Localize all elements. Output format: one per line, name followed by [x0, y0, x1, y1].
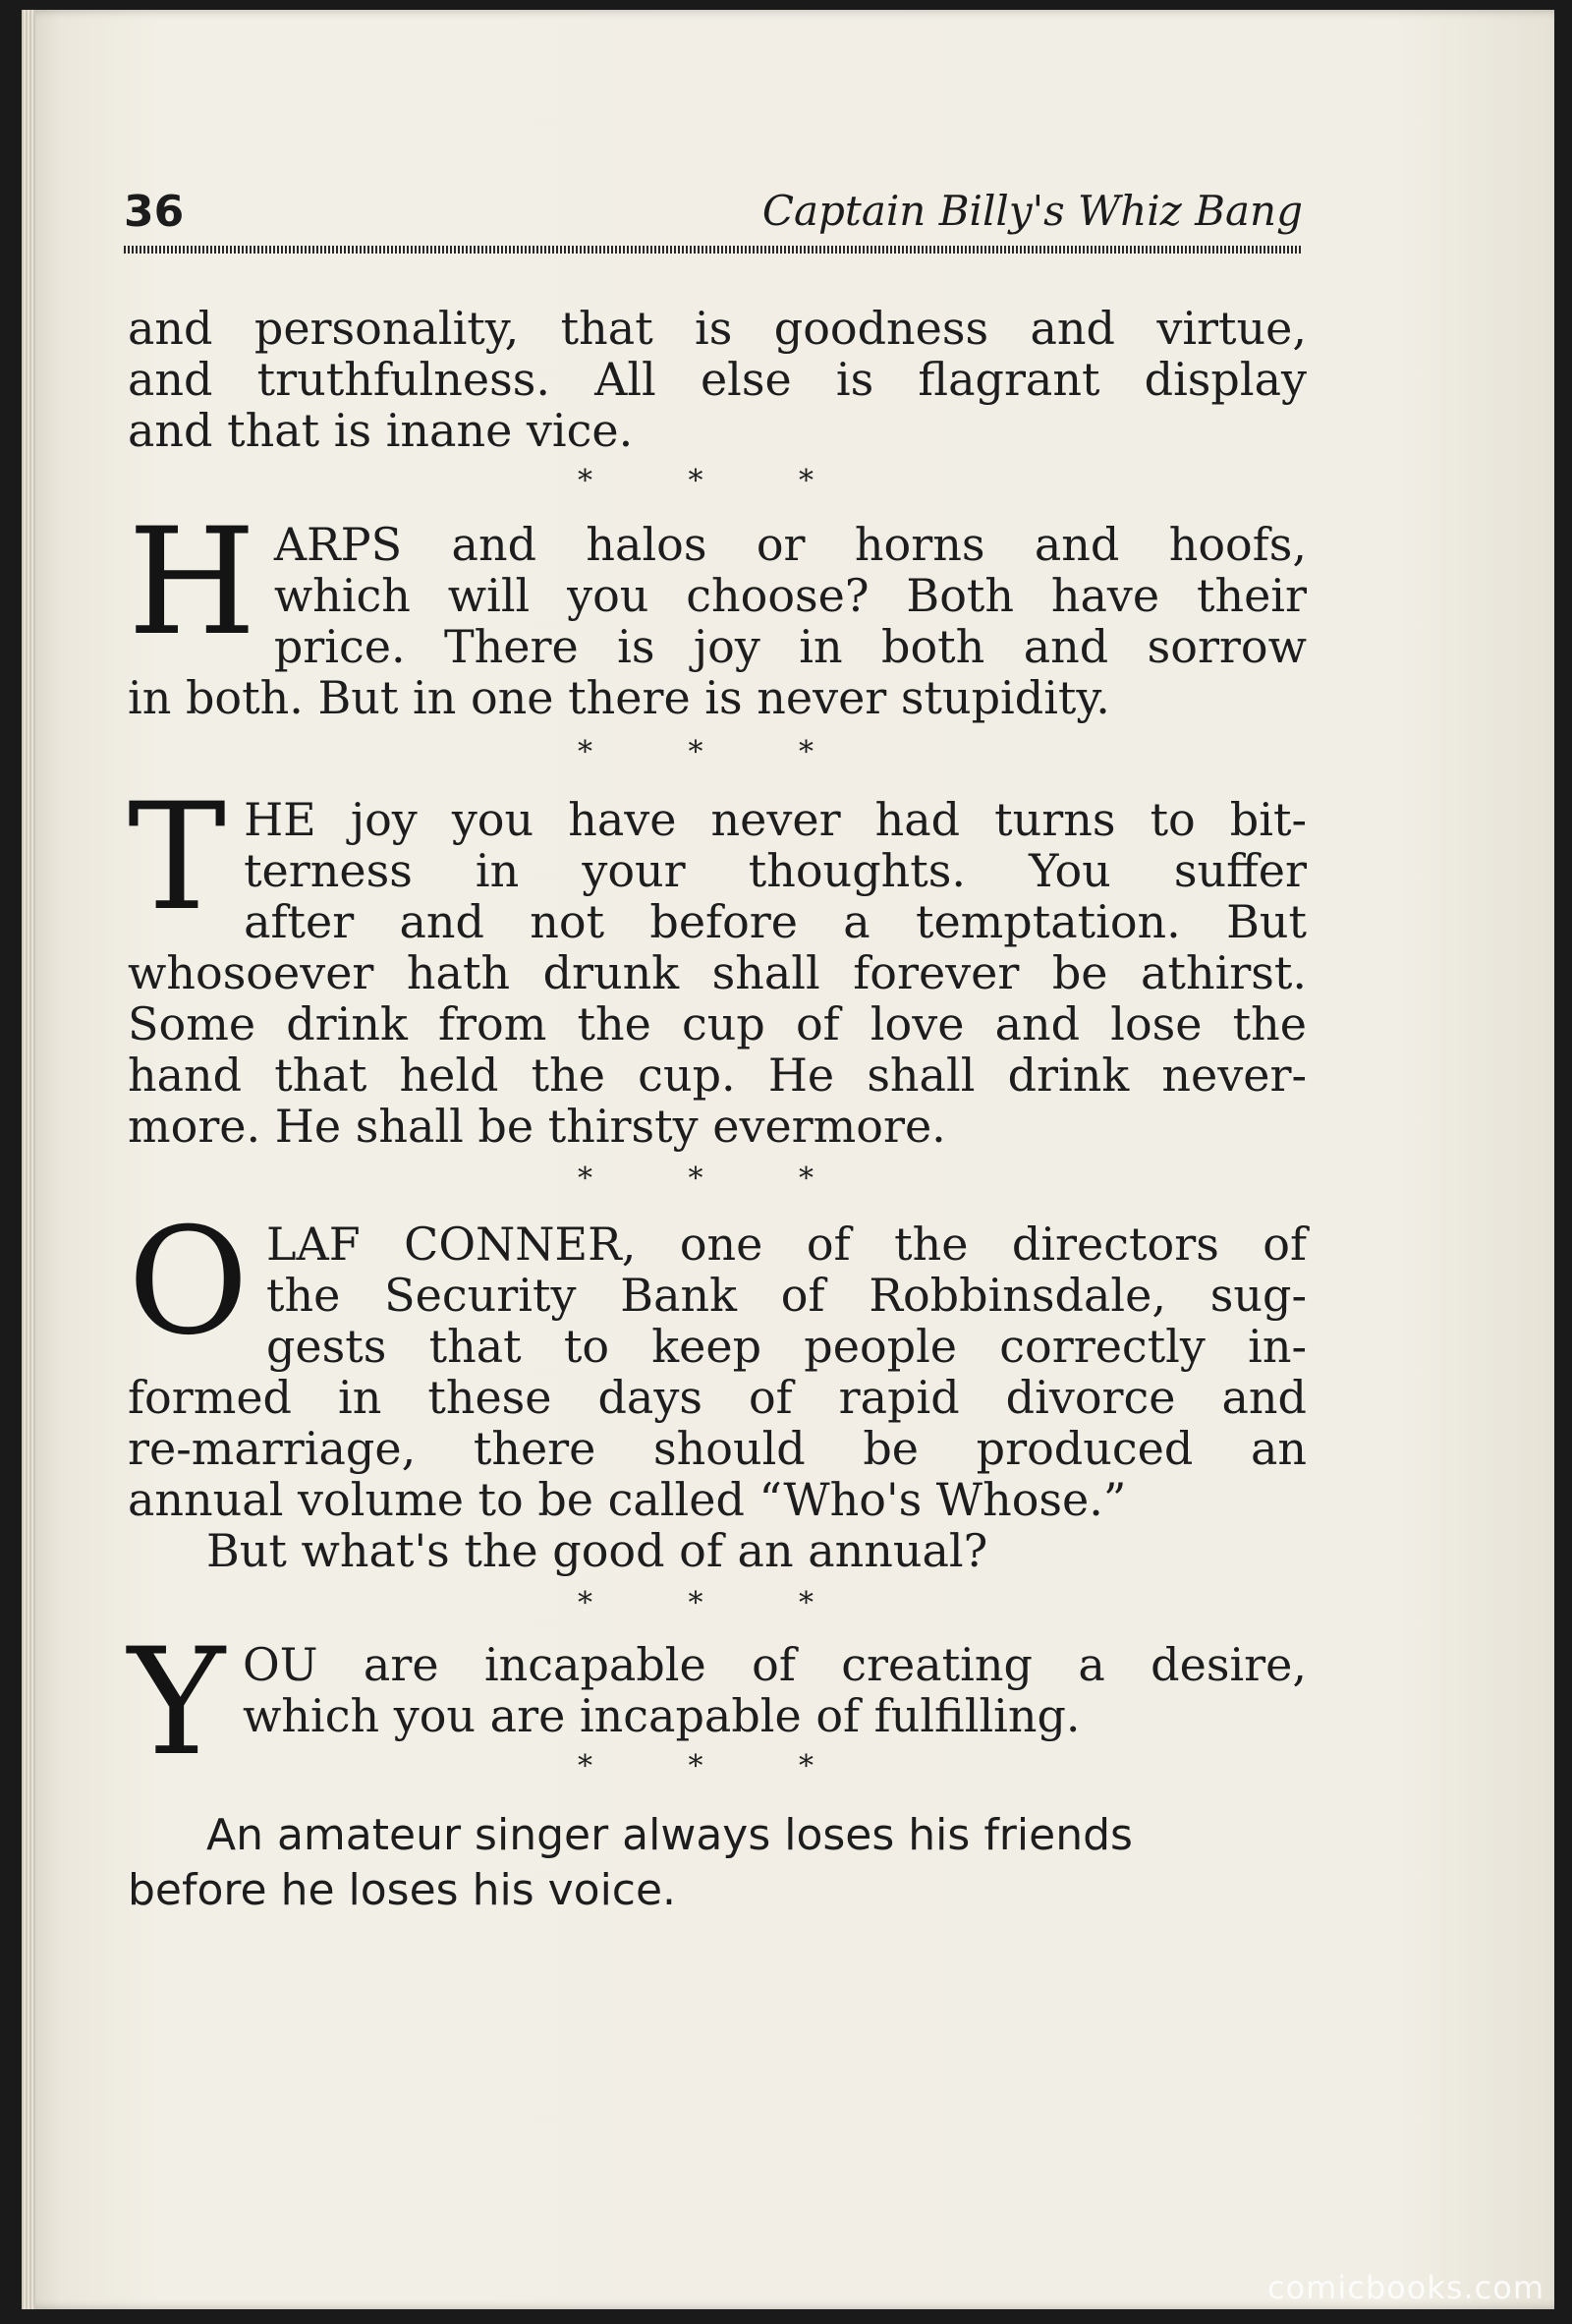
text-line: LAF CONNER, one of the directors of	[265, 1218, 1307, 1271]
intro-paragraph	[128, 303, 1307, 456]
text-line: price. There is joy in both and sorrow	[273, 620, 1307, 673]
text-line: whosoever hath drunk shall forever be athirst.	[128, 946, 1307, 999]
text-line: re-marriage, there should be produced an	[128, 1422, 1307, 1475]
text-line: and that is inane vice.	[128, 404, 634, 457]
text-line: ARPS and halos or horns and hoofs,	[273, 518, 1307, 571]
text-line: and personality, that is goodness and virtue,	[128, 302, 1307, 355]
page-edge	[22, 10, 35, 2309]
header-rule	[124, 246, 1303, 254]
text-line: annual volume to be called “Who's Whose.”	[128, 1473, 1127, 1526]
section-separator: * * *	[577, 1586, 858, 1620]
text-line: Some drink from the cup of love and lose the	[128, 997, 1307, 1050]
joy-paragraph	[128, 772, 1307, 1153]
running-title: Captain Billy's Whiz Bang	[761, 187, 1303, 235]
section-separator: * * *	[577, 735, 858, 769]
text-line: the Security Bank of Robbinsdale, sug-	[265, 1269, 1307, 1322]
text-line: An amateur singer always loses his friends	[206, 1810, 1133, 1860]
text-line: HE joy you have never had turns to bit-	[244, 793, 1307, 846]
text-line: hand that held the cup. He shall drink never-	[128, 1049, 1307, 1102]
text-line: and truthfulness. All else is flagrant display	[128, 353, 1307, 406]
you-paragraph	[128, 1617, 1307, 1788]
text-line: gests that to keep people correctly in-	[265, 1320, 1307, 1373]
singer-paragraph	[128, 1808, 1307, 1918]
drop-cap: H	[128, 497, 256, 668]
text-line: which you are incapable of fulfilling.	[243, 1689, 1081, 1742]
text-line: OU are incapable of creating a desire,	[243, 1638, 1307, 1691]
drop-cap: Y	[128, 1617, 226, 1788]
text-line: after and not before a temptation. But	[244, 895, 1307, 948]
text-line: before he loses his voice.	[128, 1865, 677, 1915]
text-line: more. He shall be thirsty evermore.	[128, 1100, 946, 1153]
section-separator: * * *	[577, 464, 858, 498]
section-separator: * * *	[577, 1162, 858, 1196]
page-header	[124, 187, 1303, 246]
text-line: in both. But in one there is never stupidity.	[128, 671, 1110, 724]
section-separator: * * *	[577, 1749, 858, 1784]
drop-cap: T	[128, 772, 227, 943]
watermark: comicbooks.com	[1266, 2269, 1544, 2306]
text-line: terness in your thoughts. You suffer	[244, 844, 1307, 897]
drop-cap: O	[128, 1197, 249, 1368]
text-line: formed in these days of rapid divorce and	[128, 1371, 1307, 1424]
harps-paragraph	[128, 497, 1307, 724]
page-number: 36	[124, 187, 185, 237]
text-line: But what's the good of an annual?	[206, 1524, 988, 1577]
olaf-paragraph	[128, 1197, 1307, 1577]
text-line: which will you choose? Both have their	[273, 569, 1307, 622]
